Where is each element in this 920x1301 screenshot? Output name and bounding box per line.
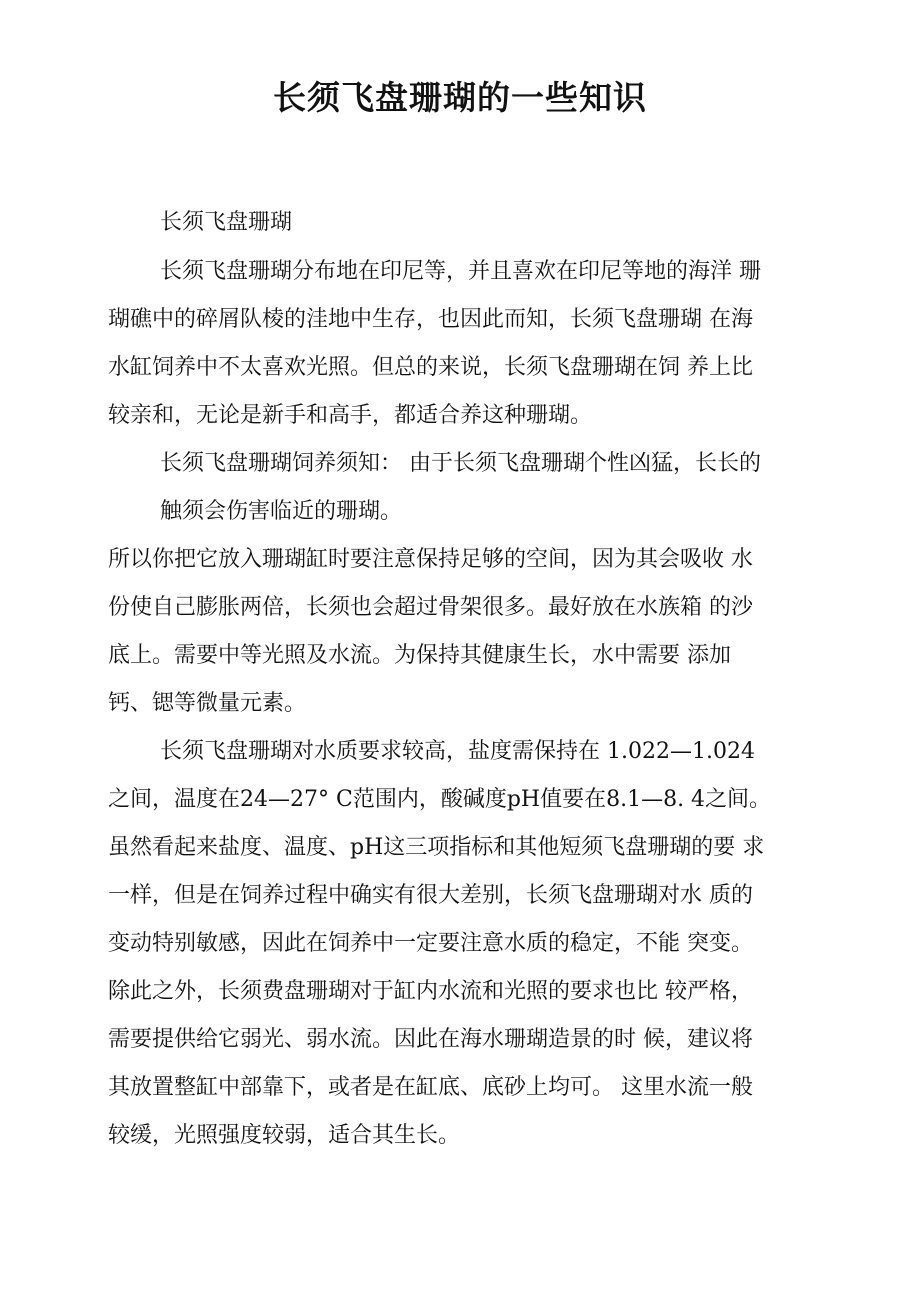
paragraph-line: 之间，温度在24—27° C范围内，酸碱度pH值要在8.1—8. 4之间。 [108, 787, 772, 812]
paragraph-line: 长须飞盘珊瑚对水质要求较高，盐度需保持在 1.022—1.024 [160, 739, 755, 764]
paragraph-line: 需要提供给它弱光、弱水流。因此在海水珊瑚造景的时 候，建议将 [108, 1027, 753, 1052]
paragraph-line: 所以你把它放入珊瑚缸时要注意保持足够的空间，因为其会吸收 水 [108, 547, 753, 572]
paragraph-line: 较亲和，无论是新手和高手，都适合养这种珊瑚。 [108, 403, 593, 428]
paragraph-line: 底上。需要中等光照及水流。为保持其健康生长，水中需要 添加 [108, 643, 731, 668]
paragraph-line: 较缓，光照强度较弱，适合其生长。 [108, 1123, 461, 1148]
paragraph-line: 长须飞盘珊瑚饲养须知： 由于长须飞盘珊瑚个性凶猛，长长的 [160, 451, 761, 476]
paragraph-line: 触须会伤害临近的珊瑚。 [160, 499, 403, 524]
paragraph-line: 水缸饲养中不太喜欢光照。但总的来说，长须飞盘珊瑚在饲 养上比 [108, 355, 753, 380]
paragraph-line: 虽然看起来盐度、温度、pH这三项指标和其他短须飞盘珊瑚的要 求 [108, 835, 765, 860]
paragraph-line: 钙、锶等微量元素。 [108, 691, 307, 716]
paragraph-line: 份使自己膨胀两倍，长须也会超过骨架很多。最好放在水族箱 的沙 [108, 595, 753, 620]
paragraph-line: 其放置整缸中部靠下，或者是在缸底、底砂上均可。 这里水流一般 [108, 1075, 753, 1100]
section-heading: 长须飞盘珊瑚 [160, 210, 293, 235]
document-title: 长须飞盘珊瑚的一些知识 [273, 78, 647, 117]
paragraph-line: 瑚礁中的碎屑队棱的洼地中生存，也因此而知，长须飞盘珊瑚 在海 [108, 307, 753, 332]
paragraph-line: 长须飞盘珊瑚分布地在印尼等，并且喜欢在印尼等地的海洋 珊 [160, 259, 761, 284]
paragraph-line: 除此之外，长须费盘珊瑚对于缸内水流和光照的要求也比 较严格， [108, 979, 753, 1004]
paragraph-line: 一样，但是在饲养过程中确实有很大差别，长须飞盘珊瑚对水 质的 [108, 883, 753, 908]
paragraph-line: 变动特别敏感，因此在饲养中一定要注意水质的稳定，不能 突变。 [108, 931, 753, 956]
